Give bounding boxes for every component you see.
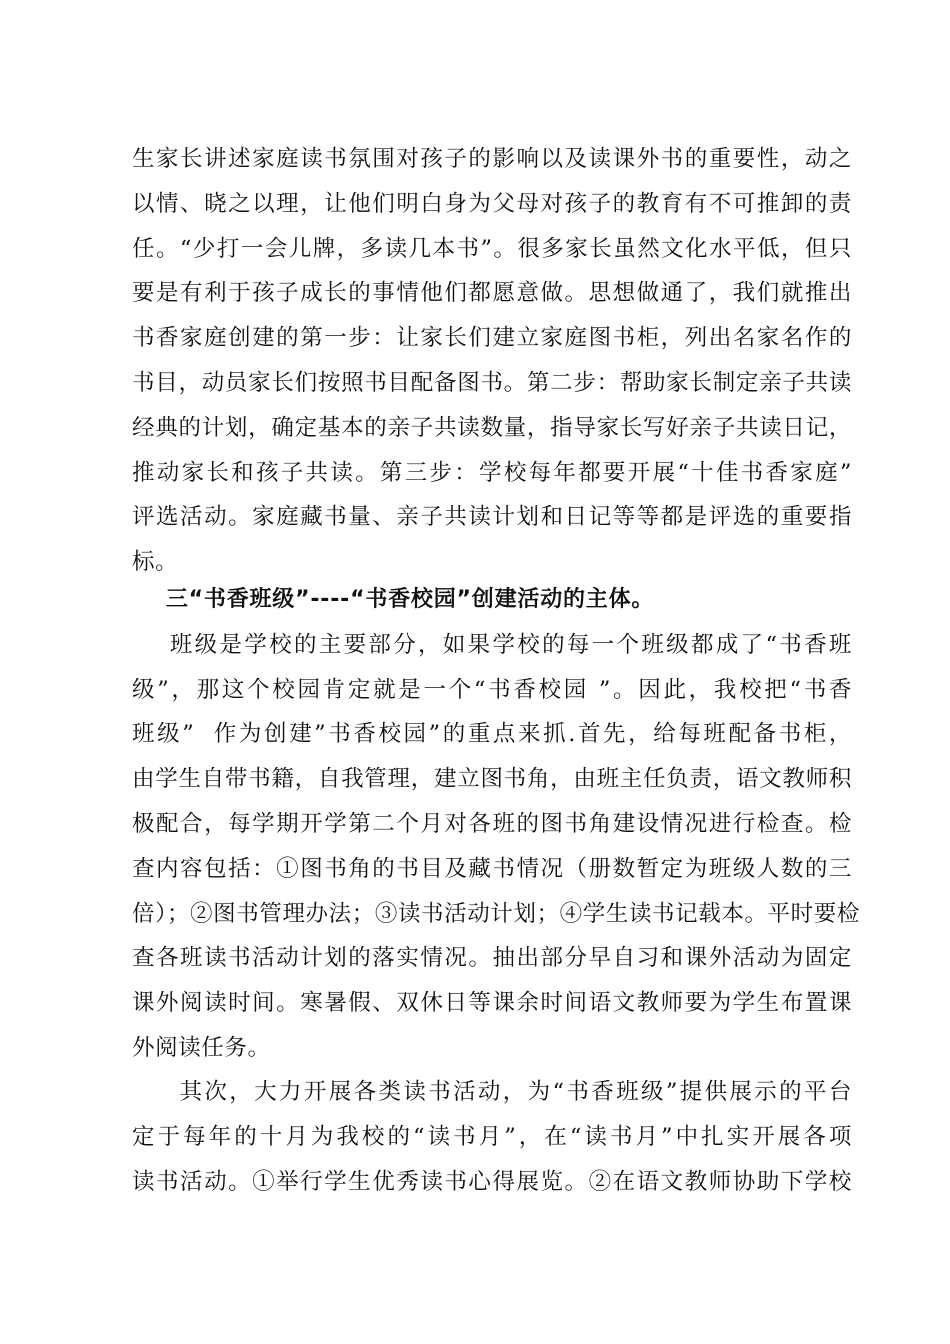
text-line: 班级” 作为创建”书香校园”的重点来抓.首先，给每班配备书柜， (132, 721, 852, 748)
text-line: 以情、晓之以理，让他们明白身为父母对孩子的教育有不可推卸的责 (132, 190, 852, 217)
text-line: 查内容包括：①图书角的书目及藏书情况（册数暂定为班级人数的三 (132, 855, 852, 882)
section-heading: 三“书香班级”----“书香校园”创建活动的主体。 (132, 587, 655, 612)
text-line: 查各班读书活动计划的落实情况。抽出部分早自习和课外活动为固定 (132, 945, 852, 972)
text-line: 书香家庭创建的第一步：让家长们建立家庭图书柜，列出名家名作的 (132, 325, 852, 352)
text-line: 生家长讲述家庭读书氛围对孩子的影响以及读课外书的重要性，动之 (132, 146, 852, 172)
text-line: 定于每年的十月为我校的“读书月”，在“读书月”中扎实开展各项 (132, 1123, 852, 1150)
text-line: 级”，那这个校园肯定就是一个“书香校园 ”。因此，我校把“书香 (132, 676, 852, 703)
text-line: 书目，动员家长们按照书目配备图书。第二步：帮助家长制定亲子共读 (132, 369, 852, 396)
text-line: 任。“少打一会儿牌，多读几本书”。很多家长虽然文化水平低，但只 (132, 235, 852, 262)
text-line: 标。 (132, 549, 179, 576)
text-line: 读书活动。①举行学生优秀读书心得展览。②在语文教师协助下学校 (132, 1168, 852, 1195)
text-line: 评选活动。家庭藏书量、亲子共读计划和日记等等都是评选的重要指 (132, 504, 852, 531)
text-line: 极配合，每学期开学第二个月对各班的图书角建设情况进行检查。检 (132, 810, 852, 837)
text-line: 由学生自带书籍，自我管理，建立图书角，由班主任负责，语文教师积 (132, 766, 852, 793)
paragraph-family-reading (132, 137, 852, 585)
text-line: 要是有利于孩子成长的事情他们都愿意做。思想做通了，我们就推出 (132, 280, 852, 307)
text-line: 课外阅读时间。寒暑假、双休日等课余时间语文教师要为学生布置课 (132, 990, 852, 1017)
text-line: 倍）；②图书管理办法；③读书活动计划；④学生读书记载本。平时要检 (132, 900, 860, 927)
text-line: 推动家长和孩子共读。第三步：学校每年都要开展“十佳书香家庭” (132, 459, 852, 486)
text-line: 班级是学校的主要部分，如果学校的每一个班级都成了“书香班 (132, 631, 852, 658)
paragraph-reading-activities (132, 1070, 852, 1204)
text-line: 外阅读任务。 (132, 1034, 271, 1061)
section-class-reading (132, 578, 860, 1071)
text-line: 经典的计划，确定基本的亲子共读数量，指导家长写好亲子共读日记， (132, 414, 852, 441)
text-line: 其次，大力开展各类读书活动，为“书香班级”提供展示的平台 (132, 1079, 852, 1105)
